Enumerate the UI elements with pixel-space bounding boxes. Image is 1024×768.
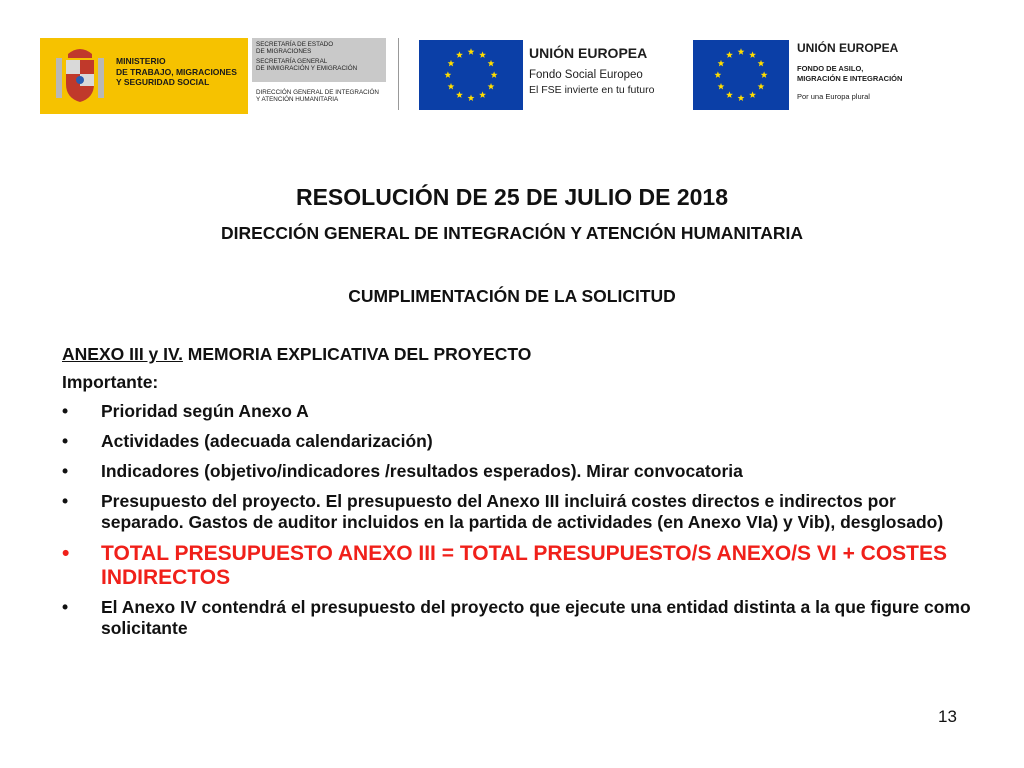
annex-heading bbox=[62, 344, 531, 365]
list-item-highlight bbox=[62, 542, 982, 590]
star-icon bbox=[738, 48, 745, 55]
star-icon bbox=[448, 83, 455, 90]
eu-stars-icon bbox=[419, 40, 523, 110]
ministry-name: MINISTERIO DE TRABAJO, MIGRACIONES Y SEGURIDAD SOCIAL bbox=[116, 56, 237, 87]
list-item bbox=[62, 401, 982, 422]
eu-title: UNIÓN EUROPEA bbox=[529, 45, 648, 61]
eu-fse-logo-text bbox=[529, 44, 654, 97]
star-icon bbox=[444, 71, 451, 78]
eu-fami-logo-text bbox=[797, 40, 902, 102]
star-icon bbox=[726, 91, 733, 98]
star-icon bbox=[749, 51, 756, 58]
eu-flag-icon bbox=[419, 40, 523, 110]
secretaria-line: DE MIGRACIONES bbox=[256, 48, 312, 55]
list-item-text: Presupuesto del proyecto. El presupuesto del Anexo III incluirá costes directos e indirectos por separado. Gastos de auditor incluidos en la partida de actividades (en Anexo VIa) y Vib), desglosado) bbox=[101, 491, 944, 532]
star-icon bbox=[479, 91, 486, 98]
bullet-icon: • bbox=[62, 401, 69, 421]
secretaria-block bbox=[252, 38, 386, 114]
star-icon bbox=[456, 91, 463, 98]
page-number: 13 bbox=[938, 707, 957, 726]
direccion-line: Y ATENCIÓN HUMANITARIA bbox=[256, 96, 339, 103]
star-icon bbox=[738, 95, 745, 102]
eu-stars-icon bbox=[693, 40, 789, 110]
list-item bbox=[62, 597, 982, 639]
star-icon bbox=[758, 83, 765, 90]
direccion-box bbox=[252, 84, 386, 114]
bullet-list bbox=[62, 401, 982, 648]
eu-fund-slogan: El FSE invierte en tu futuro bbox=[529, 84, 655, 96]
list-item bbox=[62, 491, 982, 533]
annex-heading-underlined: ANEXO III y IV. bbox=[62, 344, 183, 364]
list-item-text: Prioridad según Anexo A bbox=[101, 401, 309, 421]
star-icon bbox=[448, 60, 455, 67]
bullet-icon: • bbox=[62, 431, 69, 451]
list-item-text: El Anexo IV contendrá el presupuesto del proyecto que ejecute una entidad distinta a la que figure como solicitante bbox=[101, 597, 971, 638]
page-subtitle: DIRECCIÓN GENERAL DE INTEGRACIÓN Y ATENCIÓN HUMANITARIA bbox=[220, 223, 804, 243]
star-icon bbox=[761, 71, 768, 78]
star-icon bbox=[468, 48, 475, 55]
section-title: CUMPLIMENTACIÓN DE LA SOLICITUD bbox=[348, 286, 676, 306]
eu-flag-icon bbox=[693, 40, 789, 110]
secretaria-line: SECRETARÍA GENERAL bbox=[256, 58, 328, 65]
coat-of-arms-icon bbox=[52, 44, 108, 108]
divider bbox=[398, 38, 399, 110]
ministry-logo bbox=[40, 38, 248, 114]
eu-title: UNIÓN EUROPEA bbox=[797, 41, 899, 55]
bullet-icon: • bbox=[62, 542, 70, 565]
eu-fund-slogan: Por una Europa plural bbox=[797, 92, 870, 101]
bullet-icon: • bbox=[62, 491, 69, 511]
list-item bbox=[62, 461, 982, 482]
star-icon bbox=[468, 95, 475, 102]
eu-fund-name: FONDO DE ASILO, bbox=[797, 64, 864, 73]
secretaria-line: SECRETARÍA DE ESTADO bbox=[256, 41, 334, 48]
direccion-line: DIRECCIÓN GENERAL DE INTEGRACIÓN bbox=[256, 89, 379, 96]
eu-fund-name: Fondo Social Europeo bbox=[529, 69, 643, 81]
important-label: Importante: bbox=[62, 372, 159, 392]
star-icon bbox=[714, 71, 721, 78]
secretaria-line: DE INMIGRACIÓN Y EMIGRACIÓN bbox=[256, 65, 358, 72]
bullet-icon: • bbox=[62, 597, 69, 617]
star-icon bbox=[456, 51, 463, 58]
star-icon bbox=[718, 60, 725, 67]
list-item-text: Indicadores (objetivo/indicadores /resultados esperados). Mirar convocatoria bbox=[101, 461, 743, 481]
list-item-text: Actividades (adecuada calendarización) bbox=[101, 431, 433, 451]
star-icon bbox=[491, 71, 498, 78]
list-item-text: TOTAL PRESUPUESTO ANEXO III = TOTAL PRESUPUESTO/S ANEXO/S VI + COSTES INDIRECTOS bbox=[101, 542, 948, 589]
star-icon bbox=[488, 83, 495, 90]
star-icon bbox=[718, 83, 725, 90]
page-title: RESOLUCIÓN DE 25 DE JULIO DE 2018 bbox=[295, 184, 728, 210]
star-icon bbox=[488, 60, 495, 67]
eu-fund-name: MIGRACIÓN E INTEGRACIÓN bbox=[797, 74, 903, 83]
star-icon bbox=[749, 91, 756, 98]
star-icon bbox=[479, 51, 486, 58]
star-icon bbox=[758, 60, 765, 67]
list-item bbox=[62, 431, 982, 452]
secretaria-box bbox=[252, 38, 386, 82]
star-icon bbox=[726, 51, 733, 58]
annex-heading-rest: MEMORIA EXPLICATIVA DEL PROYECTO bbox=[182, 344, 532, 364]
bullet-icon: • bbox=[62, 461, 69, 481]
